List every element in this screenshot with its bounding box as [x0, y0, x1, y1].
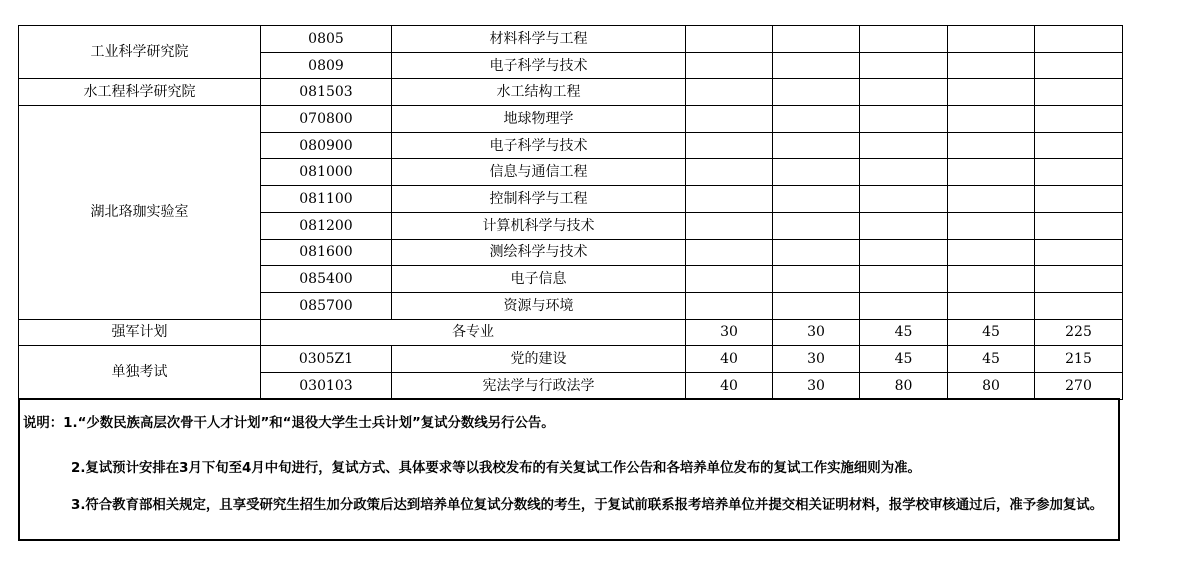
score-cell: 30	[686, 319, 773, 346]
score-cell	[686, 186, 773, 213]
major-cell: 地球物理学	[392, 106, 686, 133]
major-cell: 信息与通信工程	[392, 159, 686, 186]
score-cell	[686, 239, 773, 266]
total-cell: 225	[1035, 319, 1123, 346]
table-row	[19, 26, 1123, 53]
major-cell: 材料科学与工程	[392, 26, 686, 53]
major-cell: 电子科学与技术	[392, 52, 686, 79]
score-cell	[686, 292, 773, 319]
score-cell	[686, 26, 773, 53]
score-cell	[948, 106, 1035, 133]
score-cell	[686, 132, 773, 159]
score-cell	[948, 132, 1035, 159]
major-cell: 测绘科学与技术	[392, 239, 686, 266]
total-cell	[1035, 212, 1123, 239]
score-cell	[860, 106, 948, 133]
score-cell	[860, 292, 948, 319]
major-cell: 电子信息	[392, 266, 686, 293]
score-cell	[860, 186, 948, 213]
score-cell	[773, 132, 860, 159]
score-cell	[686, 79, 773, 106]
total-cell	[1035, 292, 1123, 319]
major-cell: 水工结构工程	[392, 79, 686, 106]
score-cell	[773, 159, 860, 186]
code-cell: 070800	[261, 106, 392, 133]
score-cell	[948, 266, 1035, 293]
score-cell	[860, 239, 948, 266]
total-cell: 270	[1035, 372, 1123, 399]
score-cell: 45	[948, 319, 1035, 346]
total-cell	[1035, 239, 1123, 266]
major-cell: 各专业	[261, 319, 686, 346]
score-cell: 30	[773, 372, 860, 399]
code-cell: 080900	[261, 132, 392, 159]
code-cell: 0805	[261, 26, 392, 53]
notes-box	[18, 398, 1120, 541]
score-cell	[948, 212, 1035, 239]
major-cell: 电子科学与技术	[392, 132, 686, 159]
total-cell	[1035, 159, 1123, 186]
score-cell	[686, 266, 773, 293]
score-cell: 45	[860, 346, 948, 373]
score-cell	[686, 106, 773, 133]
score-cell	[773, 239, 860, 266]
score-cell	[948, 186, 1035, 213]
code-cell: 0305Z1	[261, 346, 392, 373]
score-cell	[860, 132, 948, 159]
code-cell: 081503	[261, 79, 392, 106]
score-cell	[773, 212, 860, 239]
code-cell: 085700	[261, 292, 392, 319]
table-row	[19, 319, 1123, 346]
score-cell	[773, 292, 860, 319]
table-row	[19, 346, 1123, 373]
score-cell: 80	[860, 372, 948, 399]
total-cell	[1035, 186, 1123, 213]
total-cell	[1035, 106, 1123, 133]
score-cell	[860, 212, 948, 239]
major-cell: 资源与环境	[392, 292, 686, 319]
score-cell	[860, 159, 948, 186]
code-cell: 0809	[261, 52, 392, 79]
total-cell	[1035, 79, 1123, 106]
score-table	[18, 25, 1123, 400]
score-cell	[773, 79, 860, 106]
code-cell: 081600	[261, 239, 392, 266]
score-cell	[773, 186, 860, 213]
code-cell: 081000	[261, 159, 392, 186]
note-2: 2.复试预计安排在3月下旬至4月中旬进行，复试方式、具体要求等以我校发布的有关复试工作公告和各培养单位发布的复试工作实施细则为准。	[71, 461, 921, 476]
score-cell	[686, 52, 773, 79]
score-cell: 80	[948, 372, 1035, 399]
code-cell: 030103	[261, 372, 392, 399]
code-cell: 085400	[261, 266, 392, 293]
major-cell: 党的建设	[392, 346, 686, 373]
score-cell	[948, 79, 1035, 106]
score-cell: 30	[773, 346, 860, 373]
score-cell	[686, 159, 773, 186]
score-cell: 40	[686, 346, 773, 373]
total-cell: 215	[1035, 346, 1123, 373]
total-cell	[1035, 52, 1123, 79]
unit-cell: 湖北珞珈实验室	[19, 106, 261, 320]
total-cell	[1035, 266, 1123, 293]
unit-cell: 水工程科学研究院	[19, 79, 261, 106]
score-cell	[773, 266, 860, 293]
score-cell: 30	[773, 319, 860, 346]
score-cell: 40	[686, 372, 773, 399]
code-cell: 081200	[261, 212, 392, 239]
score-cell	[773, 106, 860, 133]
total-cell	[1035, 132, 1123, 159]
score-cell	[686, 212, 773, 239]
score-cell: 45	[948, 346, 1035, 373]
total-cell	[1035, 26, 1123, 53]
note-1: 说明：1.“少数民族高层次骨干人才计划”和“退役大学生士兵计划”复试分数线另行公告。	[23, 416, 555, 431]
score-cell	[773, 52, 860, 79]
code-cell: 081100	[261, 186, 392, 213]
score-cell	[860, 266, 948, 293]
unit-cell: 强军计划	[19, 319, 261, 346]
score-cell	[860, 79, 948, 106]
major-cell: 控制科学与工程	[392, 186, 686, 213]
major-cell: 宪法学与行政法学	[392, 372, 686, 399]
score-cell	[860, 26, 948, 53]
note-3: 3.符合教育部相关规定，且享受研究生招生加分政策后达到培养单位复试分数线的考生，于复试前联系报考培养单位并提交相关证明材料，报学校审核通过后，准予参加复试。	[71, 498, 1104, 513]
score-cell	[773, 26, 860, 53]
score-cell: 45	[860, 319, 948, 346]
score-cell	[948, 26, 1035, 53]
score-cell	[948, 52, 1035, 79]
score-cell	[948, 239, 1035, 266]
score-cell	[948, 292, 1035, 319]
score-cell	[860, 52, 948, 79]
unit-cell: 工业科学研究院	[19, 26, 261, 79]
score-cell	[948, 159, 1035, 186]
table-row	[19, 79, 1123, 106]
unit-cell: 单独考试	[19, 346, 261, 399]
table-row	[19, 106, 1123, 133]
major-cell: 计算机科学与技术	[392, 212, 686, 239]
